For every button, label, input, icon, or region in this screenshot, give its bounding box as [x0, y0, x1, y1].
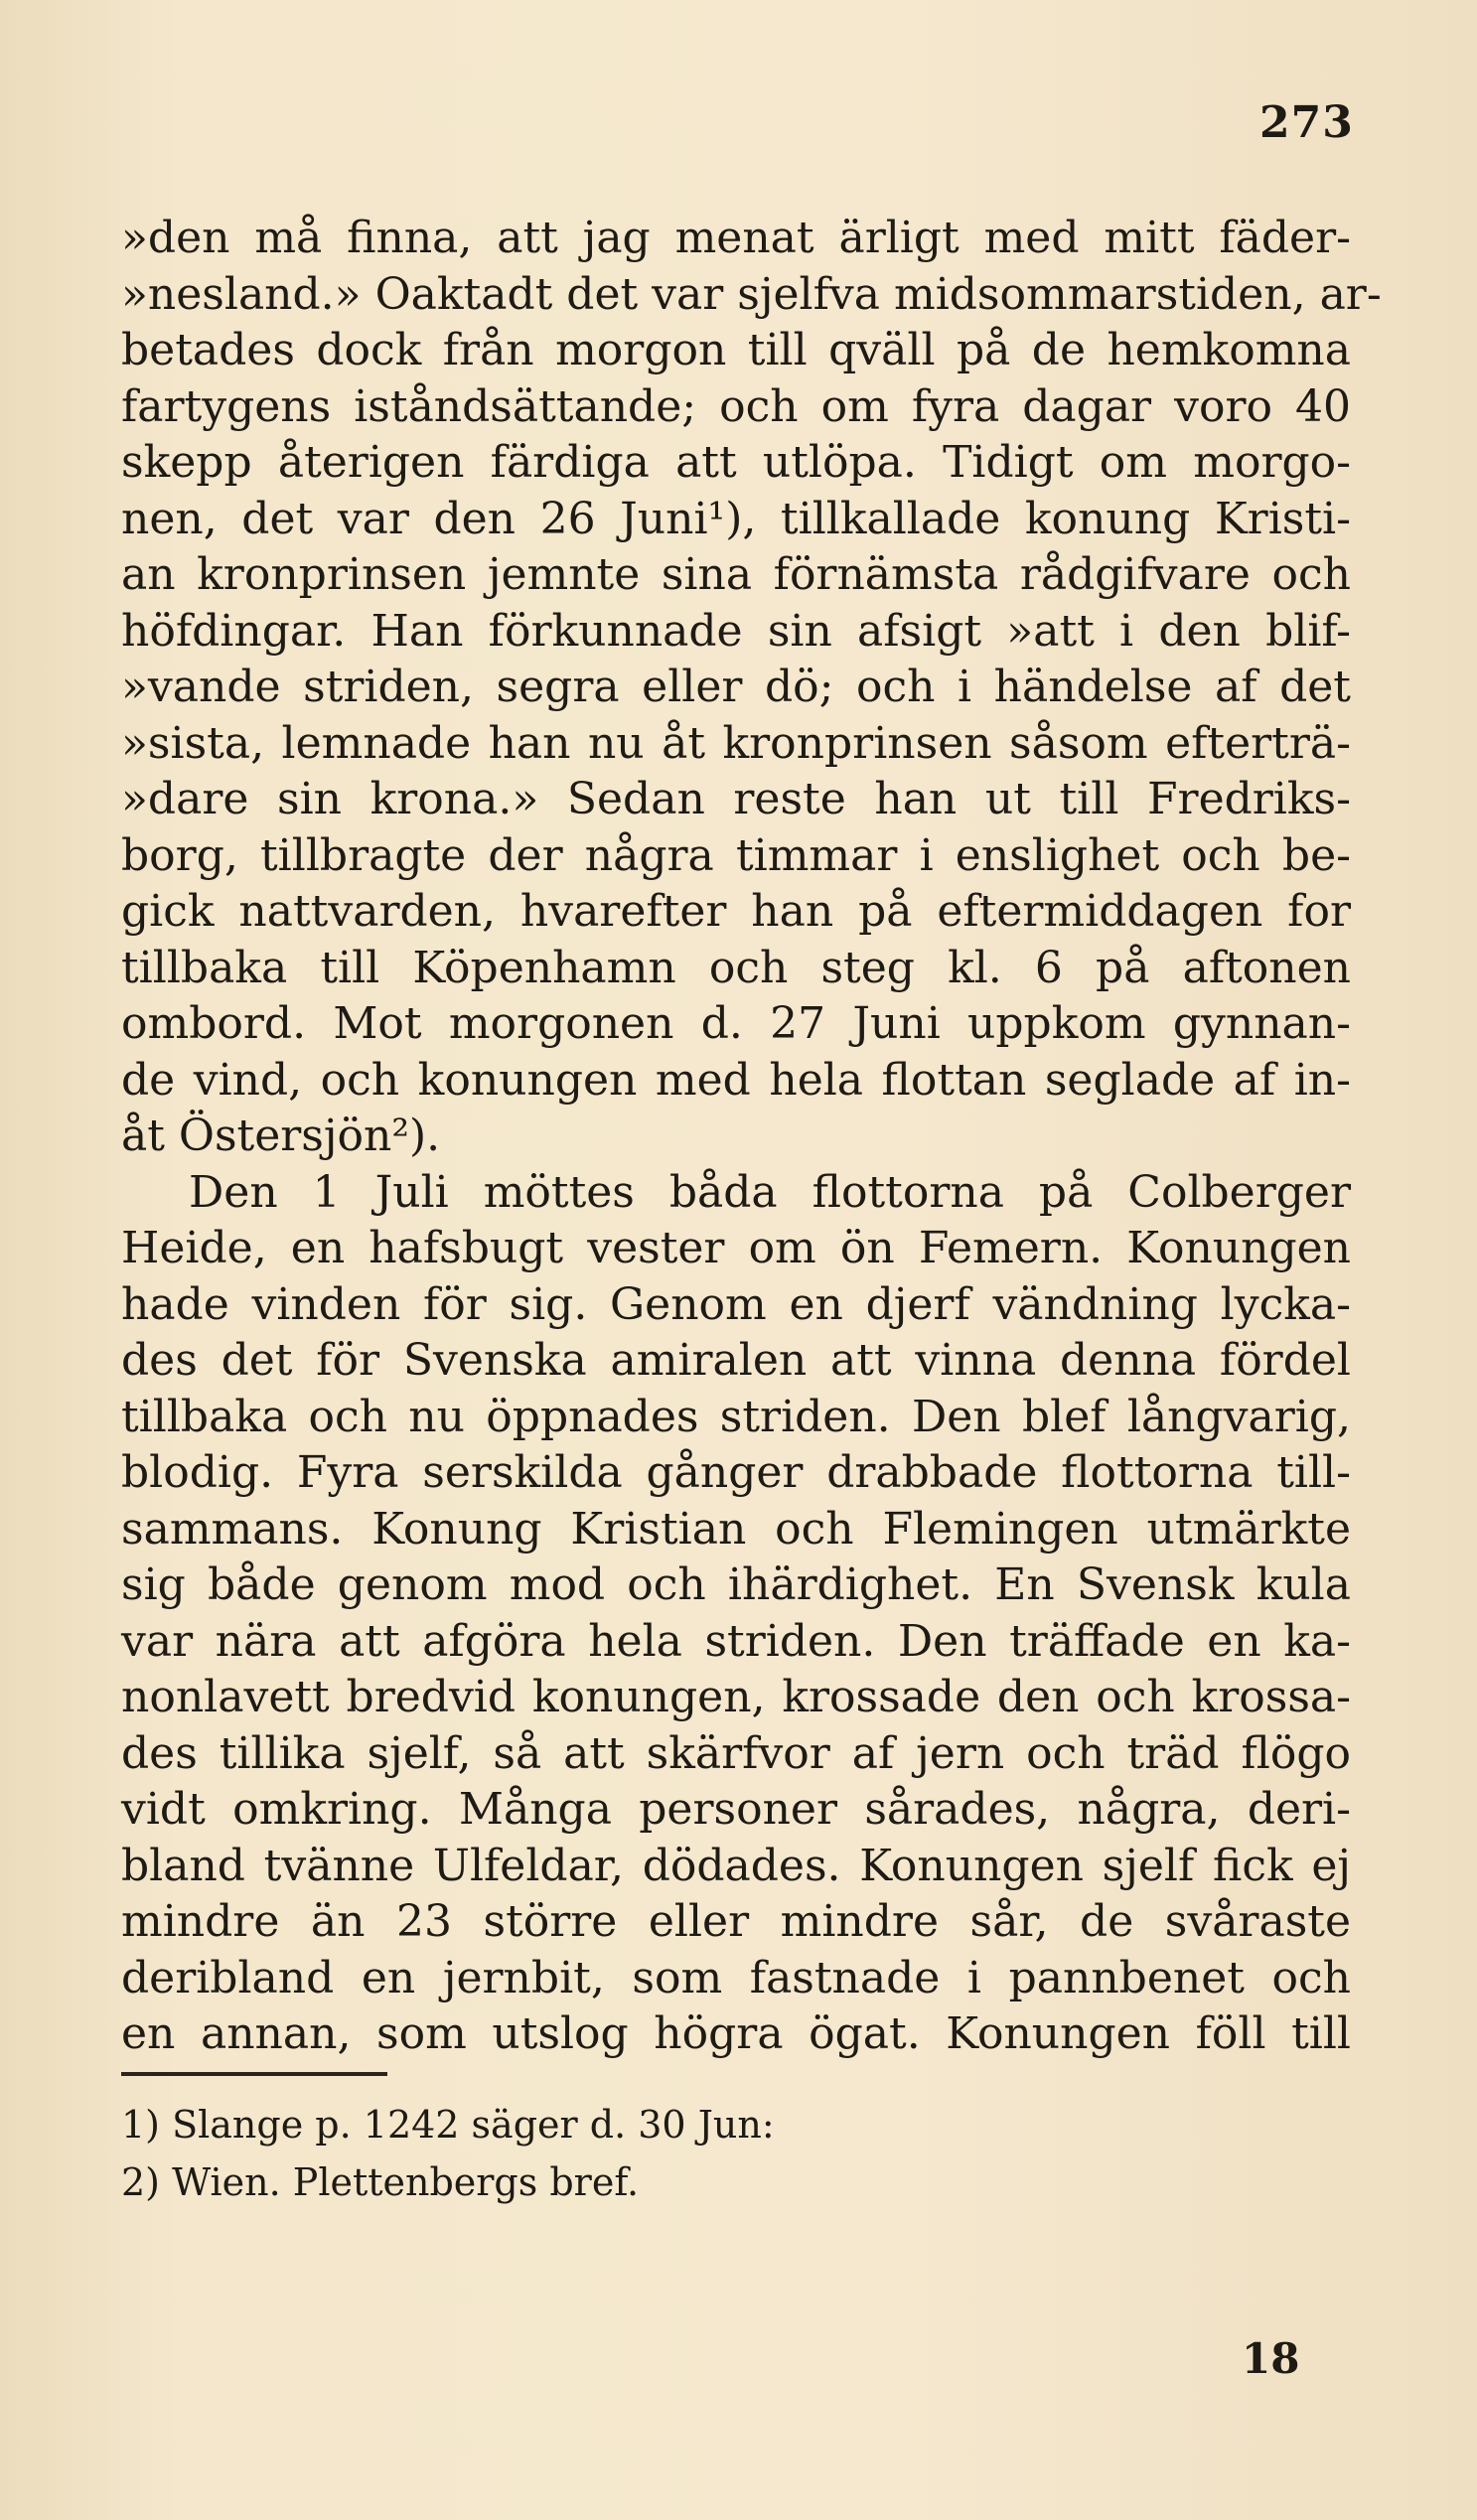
text-line: var nära att afgöra hela striden. Den träffade en ka- [121, 1615, 1351, 1667]
text-line: höfdingar. Han förkunnade sin afsigt »att i den blif- [121, 605, 1351, 657]
text-line: skepp återigen färdiga att utlöpa. Tidigt om morgo- [121, 437, 1351, 488]
text-line: Heide, en hafsbugt vester om ön Femern. Konungen [121, 1223, 1351, 1273]
text-line: sammans. Konung Kristian och Flemingen utmärkte [121, 1503, 1351, 1555]
footnote: 1) Slange p. 1242 säger d. 30 Jun: [121, 2103, 775, 2147]
text-line-paragraph-start: Den 1 Juli möttes båda flottorna på Colberger [189, 1166, 1351, 1218]
text-line: vidt omkring. Många personer sårades, några, deri- [121, 1784, 1351, 1835]
text-line: »sista, lemnade han nu åt kronprinsen såsom efterträ- [121, 717, 1351, 769]
text-line: gick nattvarden, hvarefter han på eftermiddagen for [121, 886, 1351, 937]
text-line: ombord. Mot morgonen d. 27 Juni uppkom gynnan- [121, 998, 1351, 1049]
text-line: an kronprinsen jemnte sina förnämsta rådgifvare och [121, 549, 1351, 600]
text-line: bland tvänne Ulfeldar, dödades. Konungen sjelf fick ej [121, 1840, 1351, 1891]
footnote: 2) Wien. Plettenbergs bref. [121, 2160, 640, 2204]
text-line: des det för Svenska amiralen att vinna denna fördel [121, 1335, 1351, 1386]
text-line: blodig. Fyra serskilda gånger drabbade flottorna till- [121, 1447, 1351, 1498]
text-line: åt Östersjön²). [121, 1111, 441, 1161]
signature-mark: 18 [1242, 2334, 1300, 2383]
text-line: borg, tillbragte der några timmar i enslighet och be- [121, 829, 1351, 881]
text-line: tillbaka till Köpenhamn och steg kl. 6 på aftonen [121, 942, 1351, 993]
text-line: »den må finna, att jag menat ärligt med mitt fäder- [121, 213, 1351, 263]
footnotes [121, 2096, 1015, 2211]
text-line: deribland en jernbit, som fastnade i pannbenet och [121, 1952, 1351, 2003]
text-line: mindre än 23 större eller mindre sår, de svåraste [121, 1896, 1351, 1947]
page-number: 273 [1259, 97, 1354, 148]
text-line: »vande striden, segra eller dö; och i händelse af det [121, 662, 1351, 712]
text-line: de vind, och konungen med hela flottan seglade af in- [121, 1054, 1351, 1106]
text-line: fartygens iståndsättande; och om fyra dagar voro 40 [121, 380, 1351, 432]
text-line: nen, det var den 26 Juni¹), tillkallade konung Kristi- [121, 493, 1351, 544]
text-line: »dare sin krona.» Sedan reste han ut till Fredriks- [121, 774, 1351, 824]
text-line: des tillika sjelf, så att skärfvor af jern och träd flögo [121, 1727, 1351, 1779]
text-line: tillbaka och nu öppnades striden. Den blef långvarig, [121, 1391, 1351, 1442]
text-line: nonlavett bredvid konungen, krossade den och krossa- [121, 1672, 1351, 1722]
text-line: en annan, som utslog högra ögat. Konungen föll till [121, 2008, 1351, 2059]
body-text [121, 211, 1382, 2063]
footnote-divider [121, 2072, 387, 2076]
text-line: betades dock från morgon till qväll på de hemkomna [121, 325, 1351, 375]
text-line: sig både genom mod och ihärdighet. En Svensk kula [121, 1559, 1351, 1610]
text-line: hade vinden för sig. Genom en djerf vändning lycka- [121, 1278, 1351, 1330]
text-line: »nesland.» Oaktadt det var sjelfva midsommarstiden, ar- [121, 268, 1382, 320]
